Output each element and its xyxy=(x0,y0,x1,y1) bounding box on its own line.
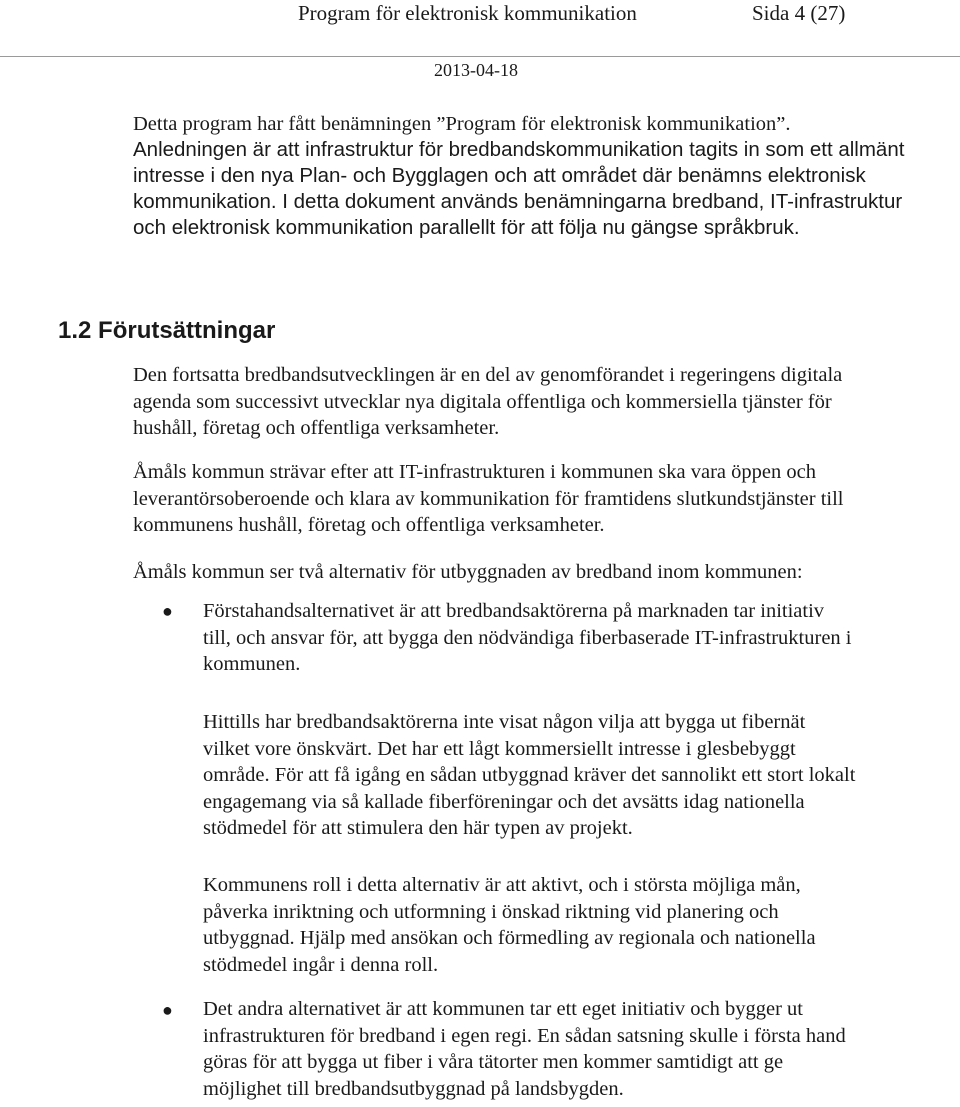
intro-line: kommunikation. I detta dokument används benämningarna bredband, IT-infrastruktur xyxy=(133,190,903,213)
text-line: leverantörsoberoende och klara av kommunikation för framtidens slutkundstjänster till xyxy=(133,487,844,510)
intro-line: och elektronisk kommunikation parallellt för att följa nu gängse språkbruk. xyxy=(133,216,800,239)
text-line: Kommunens roll i detta alternativ är att aktivt, och i största möjliga mån, xyxy=(203,874,801,896)
text-line: Det andra alternativet är att kommunen tar ett eget initiativ och bygger ut xyxy=(203,998,803,1020)
text-line: göras för att bygga ut fiber i våra tätorter men kommer samtidigt att ge xyxy=(203,1051,784,1073)
text-line: vilket vore önskvärt. Det har ett lågt kommersiellt intresse i glesbebyggt xyxy=(203,737,796,760)
text-line: stödmedel för att stimulera den här typen av projekt. xyxy=(203,817,633,839)
text-line: agenda som successivt utvecklar nya digitala offentliga och kommersiella tjänster för xyxy=(133,390,832,413)
intro-line: Detta program har fått benämningen ”Program för elektronisk kommunikation”. xyxy=(133,113,791,135)
bullet-subparagraph xyxy=(203,709,960,842)
text-line: infrastrukturen för bredband i egen regi. En sådan satsning skulle i första hand xyxy=(203,1024,846,1047)
text-line: stödmedel ingår i denna roll. xyxy=(203,953,439,976)
paragraph-alternatives-intro: Åmåls kommun ser två alternativ för utbyggnaden av bredband inom kommunen: xyxy=(133,561,803,583)
intro-line: Anledningen är att infrastruktur för bredbandskommunikation tagits in som ett allmänt xyxy=(133,138,905,161)
header-page-number: Sida 4 (27) xyxy=(752,1,846,25)
page-header xyxy=(0,0,960,57)
document-date: 2013-04-18 xyxy=(434,60,518,80)
text-line: Förstahandsalternativet är att bredbandsaktörerna på marknaden tar initiativ xyxy=(203,600,825,622)
text-line: Hittills har bredbandsaktörerna inte visat någon vilja att bygga ut fibernät xyxy=(203,711,806,733)
bullet-item-second-alternative xyxy=(203,996,960,1102)
paragraph-agenda xyxy=(133,362,943,442)
text-line: Den fortsatta bredbandsutvecklingen är en del av genomförandet i regeringens digitala xyxy=(133,364,843,386)
bullet-icon: ● xyxy=(162,1000,173,1020)
text-line: till, och ansvar för, att bygga den nödvändiga fiberbaserade IT-infrastrukturen i xyxy=(203,626,852,649)
text-line: utbyggnad. Hjälp med ansökan och förmedling av regionala och nationella xyxy=(203,927,816,949)
text-line: engagemang via så kallade fiberföreningar och det avsätts idag nationella xyxy=(203,790,805,813)
paragraph-amal-strategy xyxy=(133,459,943,539)
text-line: kommunens hushåll, företag och offentliga verksamheter. xyxy=(133,514,605,536)
section-heading: 1.2 Förutsättningar xyxy=(58,317,276,344)
text-line: Åmåls kommun strävar efter att IT-infrastrukturen i kommunen ska vara öppen och xyxy=(133,461,816,483)
bullet-item-first-alternative xyxy=(203,598,960,678)
bullet-subparagraph xyxy=(203,872,960,978)
text-line: möjlighet till bredbandsutbyggnad på landsbygden. xyxy=(203,1077,624,1100)
text-line: kommunen. xyxy=(203,653,301,675)
header-title: Program för elektronisk kommunikation xyxy=(298,1,637,25)
intro-line: intresse i den nya Plan- och Bygglagen och att området där benämns elektronisk xyxy=(133,164,866,187)
intro-paragraph xyxy=(133,111,933,241)
text-line: påverka inriktning och utformning i önskad riktning vid planering och xyxy=(203,900,779,923)
bullet-icon: ● xyxy=(162,601,173,621)
text-line: område. För att få igång en sådan utbyggnad kräver det sannolikt ett stort lokalt xyxy=(203,764,856,786)
text-line: hushåll, företag och offentliga verksamheter. xyxy=(133,417,500,439)
